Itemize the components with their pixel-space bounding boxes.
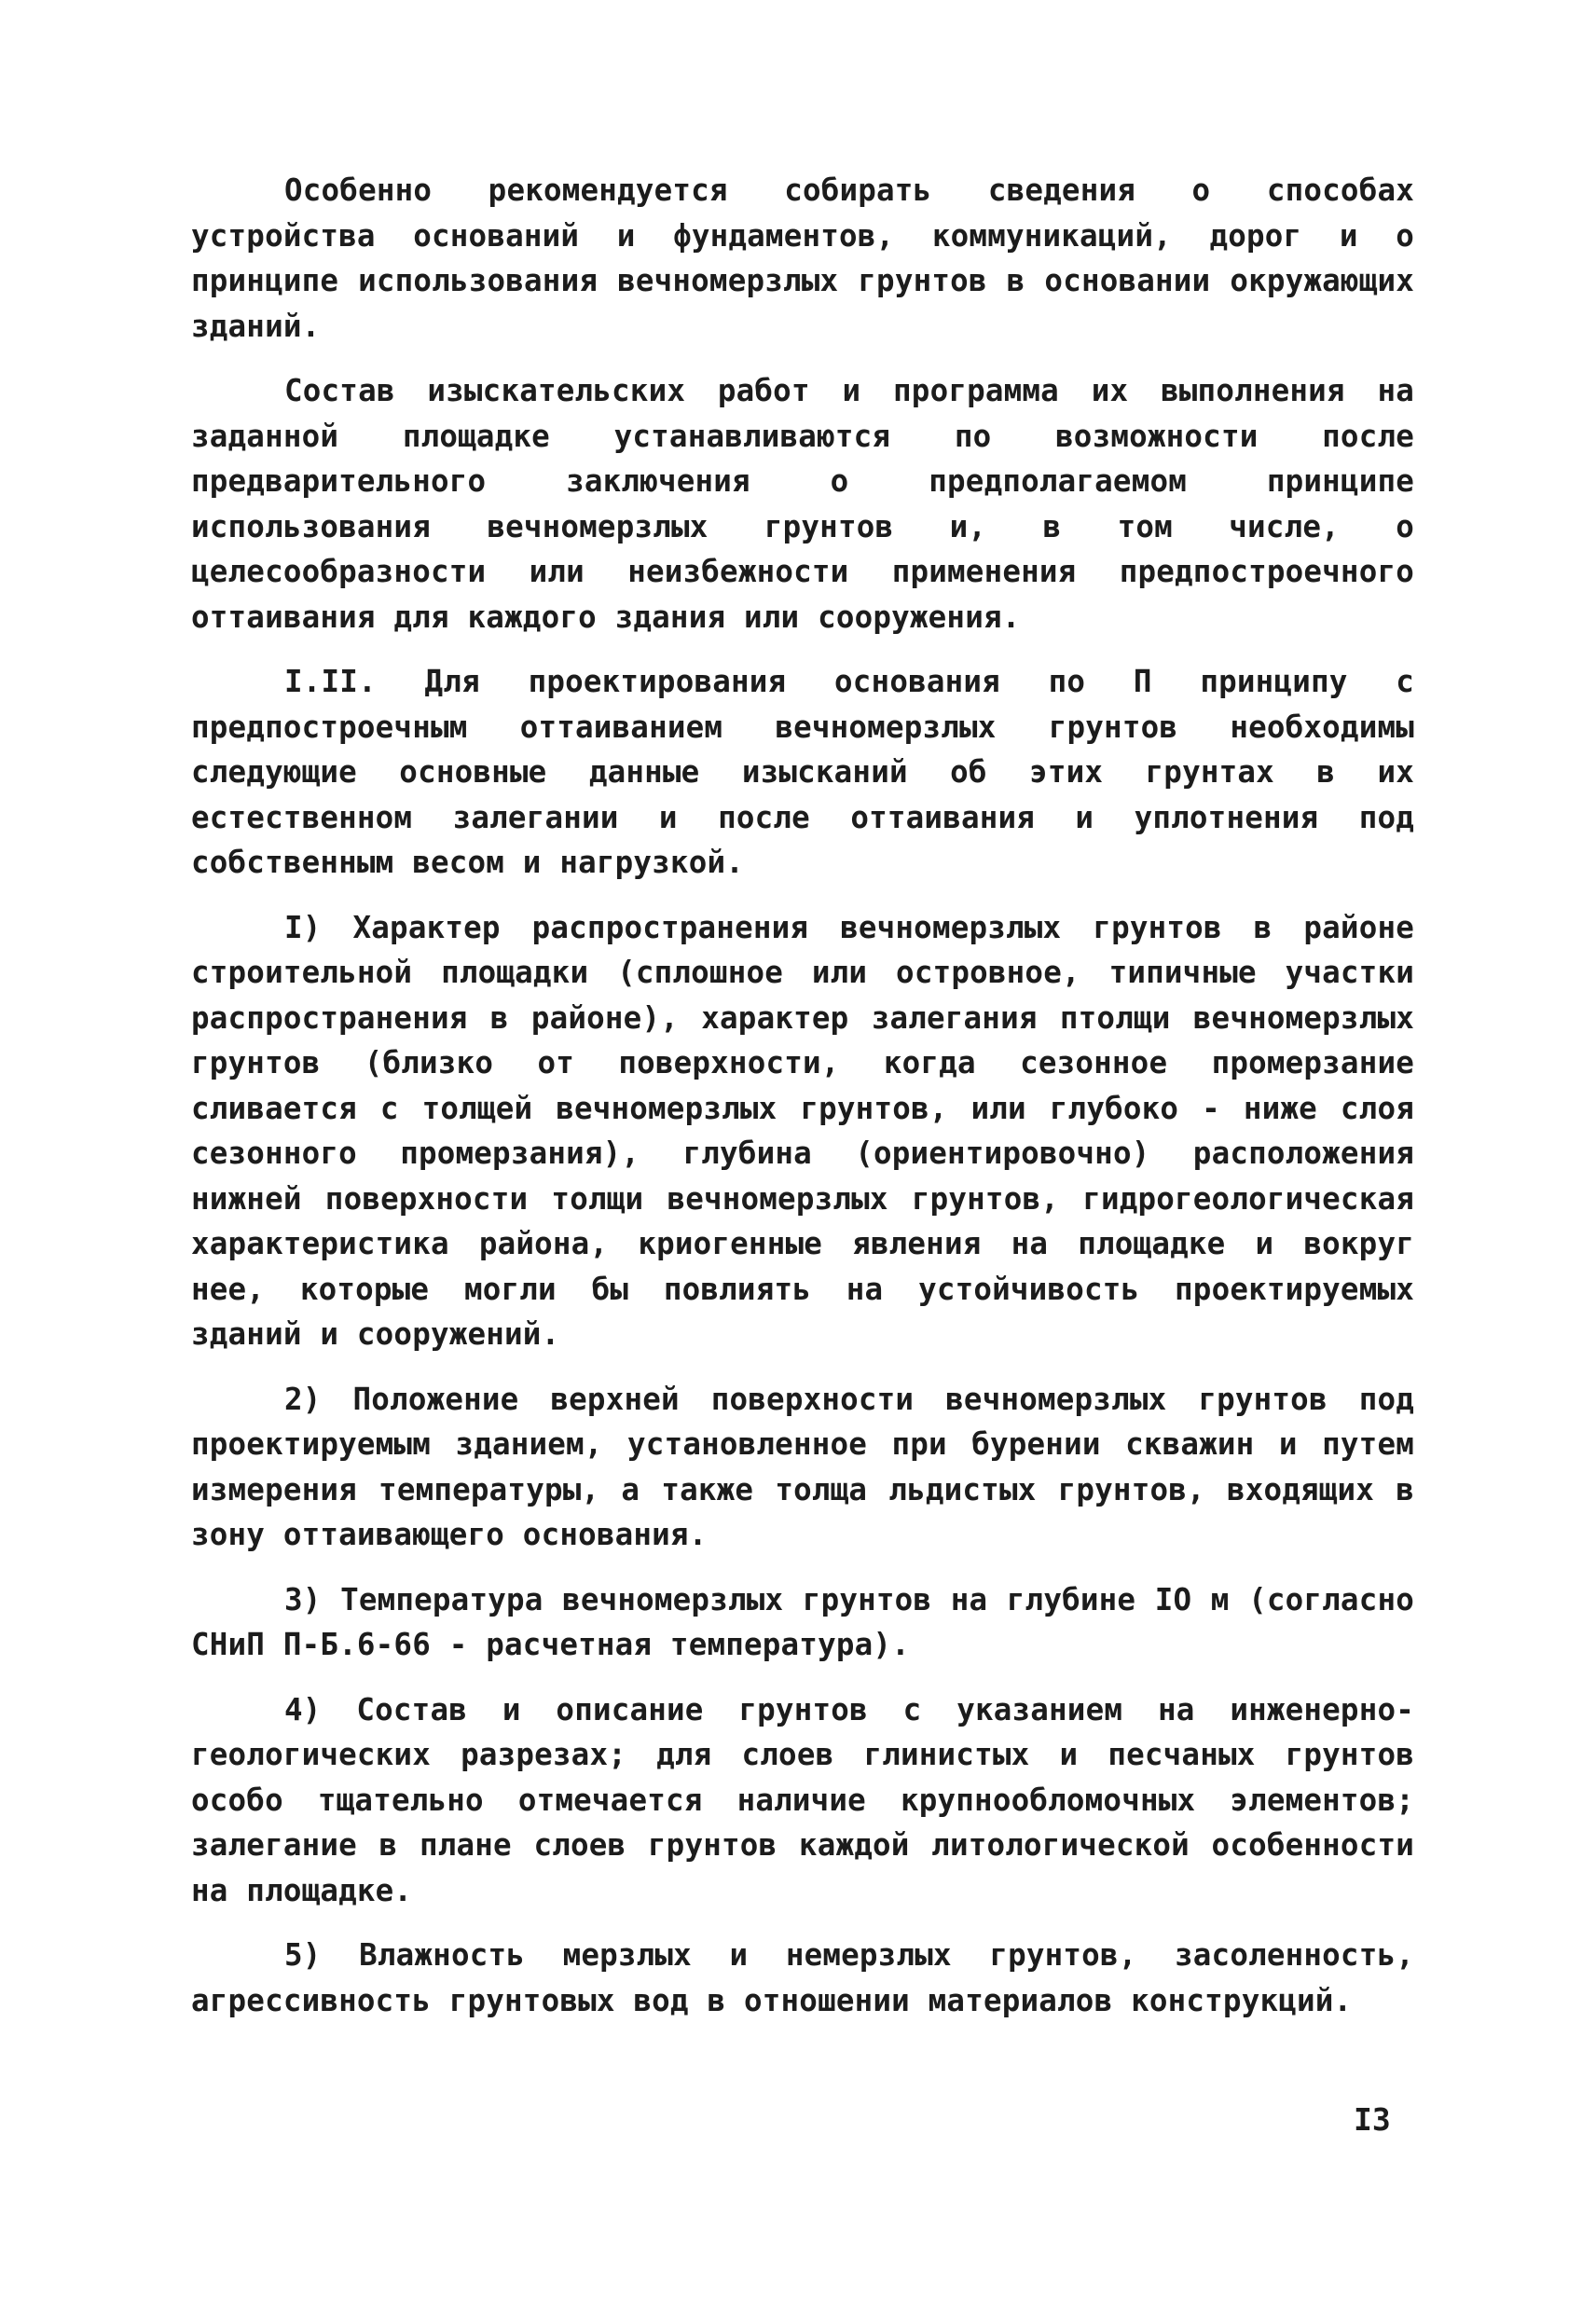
paragraph-survey-scope: Состав изыскательских работ и программа их выполнения на заданной площадке устанавливаются по возможности после предварительного заключения о предполагаемом принципе использования вечномерзлых грунтов и, в том числе, о целесообразности или неизбежности применения предпостроечного оттаивания для каждого здания или сооружения. [191,373,1414,635]
paragraph-item-4: 4) Состав и описание грунтов с указанием на инженерно-геологических разрезах; для слоев глинистых и песчаных грунтов особо тщательно отмечается наличие крупнообломочных элементов; залегание в плане слоев грунтов каждой литологической особенности на площадке. [191,1691,1414,1908]
paragraph-item-2: 2) Положение верхней поверхности вечномерзлых грунтов под проектируемым зданием, установленное при бурении скважин и путем измерения температуры, а также толща льдистых грунтов, входящих в зону оттаивающего основания. [191,1381,1414,1552]
paragraph-section-1-11: I.II. Для проектирования основания по П принципу с предпостроечным оттаиванием вечномерзлых грунтов необходимы следующие основные данные изысканий об этих грунтах в их естественном залегании и после оттаивания и уплотнения под собственным весом и нагрузкой. [191,664,1414,880]
body-text [191,168,1414,2043]
paragraph-item-5: 5) Влажность мерзлых и немерзлых грунтов, засоленность, агрессивность грунтовых вод в отношении материалов конструкций. [191,1937,1414,2018]
page-number: I3 [1354,2101,1391,2138]
paragraph-item-3: 3) Температура вечномерзлых грунтов на глубине IO м (согласно СНиП П-Б.6-66 - расчетная температура). [191,1581,1414,1662]
paragraph-item-1: I) Характер распространения вечномерзлых грунтов в районе строительной площадки (сплошное или островное, типичные участки распространения в районе), характер залегания птолщи вечномерзлых грунтов (близко от поверхности, когда сезонное промерзание сливается с толщей вечномерзлых грунтов, или глубоко - ниже слоя сезонного промерзания), глубина (ориентировочно) расположения нижней поверхности толщи вечномерзлых грунтов, гидрогеологическая характеристика района, криогенные явления на площадке и вокруг нее, которые могли бы повлиять на устойчивость проектируемых зданий и сооружений. [191,909,1414,1352]
paragraph-intro: Особенно рекомендуется собирать сведения о способах устройства оснований и фундаментов, коммуникаций, дорог и о принципе использования вечномерзлых грунтов в основании окружающих зданий. [191,172,1414,344]
